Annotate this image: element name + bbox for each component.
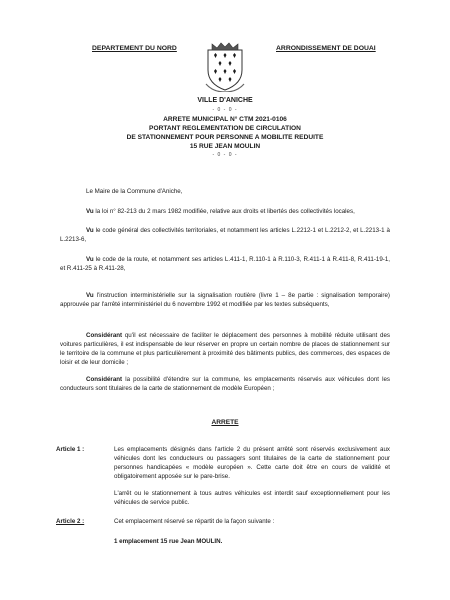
arrete-heading: ARRETE (211, 419, 239, 426)
vu-lead: Vu (86, 256, 94, 263)
decree-number: ARRETE MUNICIPAL N° CTM 2021-0106 (163, 116, 287, 123)
arrondissement-header: ARRONDISSEMENT DE DOUAI (276, 45, 376, 52)
considerant-text: la possibilité d'étendre sur la commune, les emplacements réservés aux véhicules dont les conducteurs sont titulaires de la carte de stationnement de modèle Européen ; (60, 376, 390, 392)
considerant-paragraph-1 (60, 332, 390, 368)
considerant-text: qu'il est nécessaire de faciliter le déplacement des personnes à mobilité réduite utilisant des voitures particulières, il est indispensable de leur réserver en propre un certain nombre de places de stationnement sur le territoire de la commune et plus particulièrement à proximité des bâtiments publics, des commerces, des espaces de loisir et de leur domicile ; (60, 332, 390, 366)
department-header: DEPARTEMENT DU NORD (92, 45, 177, 52)
considerant-lead: Considérant (86, 332, 123, 339)
decree-address: 15 RUE JEAN MOULIN (189, 143, 261, 150)
vu-text: le code général des collectivités territoriales, et notamment les articles L.2212-1 et L.2212-2, et L.2213-1 à L.2213-6, (60, 227, 390, 243)
article-1-paragraph-1: Les emplacements désignés dans l'article 2 du présent arrêté sont réservés exclusivement aux véhicules dont les conducteurs ou passagers sont titulaires de la carte de stationnement pour personnes handicapées « modèle européen ». Cette carte doit être en cours de validité et obligatoirement apposée sur le pare-brise. (114, 446, 390, 480)
vu-text: l'instruction interministérielle sur la signalisation routière (livre 1 – 8e partie : signalisation temporaire) approuvée par l'arrêté interministériel du 6 novembre 1992 et modifiée par les textes subséquents, (60, 292, 390, 308)
town-name: VILLE D'ANICHE (197, 97, 253, 104)
vu-paragraph-3 (60, 256, 390, 274)
article-2-label: Article 2 : (56, 518, 85, 525)
vu-lead: Vu (86, 292, 94, 299)
article-2-paragraph-2: 1 emplacement 15 rue Jean MOULIN. (114, 538, 223, 545)
article-1-label: Article 1 : (56, 446, 85, 453)
coat-of-arms-icon (203, 40, 247, 92)
separator-top: - 0 - 0 - (212, 107, 238, 113)
vu-lead: Vu (86, 208, 94, 215)
mayor-line: Le Maire de la Commune d'Aniche, (86, 188, 183, 195)
vu-paragraph-2 (60, 227, 390, 245)
vu-paragraph-1 (60, 208, 390, 217)
article-1-paragraph-2: L'arrêt ou le stationnement à tous autres véhicules est interdit sauf exceptionnellement pour les véhicules de service public. (114, 490, 390, 506)
decree-title-line-2: DE STATIONNEMENT POUR PERSONNE A MOBILITE REDUITE (126, 134, 324, 141)
decree-title-line-1: PORTANT REGLEMENTATION DE CIRCULATION (149, 125, 301, 132)
vu-text: la loi n° 82-213 du 2 mars 1982 modifiée, relative aux droits et libertés des collectivités locales, (93, 208, 355, 215)
article-2-paragraph-1: Cet emplacement réservé se répartit de la façon suivante : (114, 518, 275, 525)
considerant-lead: Considérant (86, 376, 123, 383)
vu-text: le code de la route, et notamment ses articles L.411-1, R.110-1 à R.110-3, R.411-1 à R.411-8, R.411-19-1, et R.411-25 à R.411-28, (60, 256, 390, 272)
vu-paragraph-4 (60, 292, 390, 310)
considerant-paragraph-2 (60, 376, 390, 394)
separator-bottom: - 0 - 0 - (212, 152, 238, 158)
vu-lead: Vu (86, 227, 94, 234)
